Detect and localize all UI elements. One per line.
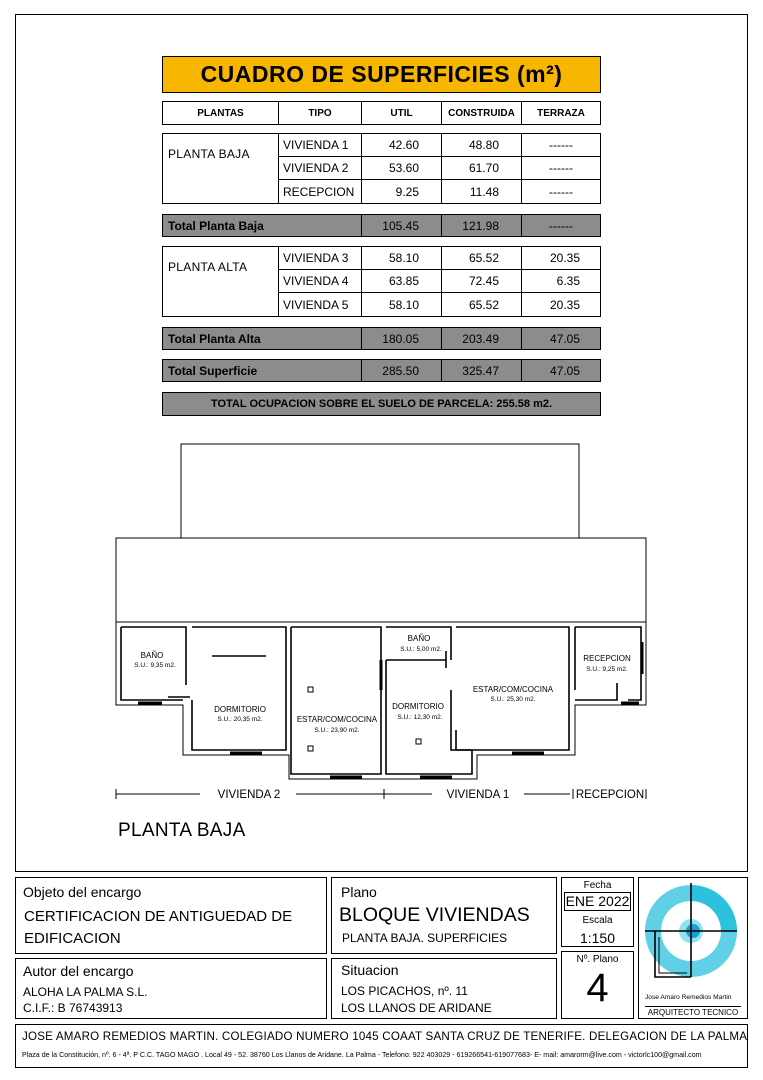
cell-tipo: VIVIENDA 1 <box>279 134 362 156</box>
escala-value: 1:150 <box>579 930 616 946</box>
cell-util: 53.60 <box>362 157 442 179</box>
total-construida: 121.98 <box>442 215 522 236</box>
plano-label: Plano <box>341 884 377 900</box>
group-planta-baja <box>162 133 601 204</box>
footer-strip <box>15 1024 748 1068</box>
table-title: CUADRO DE SUPERFICIES (m²) <box>162 56 601 93</box>
table-row <box>279 247 600 270</box>
total-construida: 203.49 <box>442 328 522 349</box>
cell-terraza: 20.35 <box>549 297 580 312</box>
cell-construida: 48.80 <box>442 134 522 156</box>
cell-terraza: ------ <box>549 161 573 175</box>
num-plano-label: Nº. Plano <box>576 954 619 965</box>
room-area: S.U.: 25,30 m2. <box>490 696 536 703</box>
total-util: 285.50 <box>362 360 442 381</box>
plan-title: PLANTA BAJA <box>118 820 246 841</box>
fecha-value: ENE 2022 <box>565 893 630 909</box>
header-construida: CONSTRUIDA <box>442 102 522 124</box>
footer-contact-text: Plaza de la Constitución, nº. 6 - 4ª. P C.C. TAGO MAGO . Local 49 - 52. 38760 Los Llanos de Aridane. La Palma - Telefono: 922 403029 - 619266541-619077683- E- mail: amarorm@live.com - victorlc100@gmail.com <box>22 1051 702 1059</box>
cell-terraza: ------ <box>549 138 573 152</box>
cell-tipo: VIVIENDA 2 <box>279 157 362 179</box>
group-planta-alta <box>162 246 601 317</box>
cell-tipo: VIVIENDA 5 <box>279 293 362 316</box>
room-area: S.U.: 9,35 m2. <box>134 662 176 669</box>
total-label: Total Planta Alta <box>163 328 362 349</box>
table-row <box>279 270 600 293</box>
zone-label: VIVIENDA 1 <box>446 789 510 801</box>
situacion-line2: LOS LLANOS DE ARIDANE <box>341 1001 492 1015</box>
room-area: S.U.: 12,30 m2. <box>397 714 443 721</box>
table-row <box>279 134 600 157</box>
table-row <box>279 180 600 203</box>
total-planta-alta-row <box>162 327 601 350</box>
total-superficie-row <box>162 359 601 382</box>
cell-terraza: 20.35 <box>549 251 580 265</box>
room-name: BAÑO <box>407 634 431 643</box>
group-label: PLANTA ALTA <box>163 247 279 316</box>
room-area: S.U.: 9,25 m2. <box>586 666 628 673</box>
cell-util: 42.60 <box>362 134 442 156</box>
cell-util: 58.10 <box>362 247 442 269</box>
total-terraza: ------ <box>549 218 573 233</box>
header-terraza: TERRAZA <box>537 107 585 119</box>
total-util: 105.45 <box>362 215 442 236</box>
total-label: Total Planta Baja <box>163 215 362 236</box>
objeto-label: Objeto del encargo <box>23 884 142 900</box>
logo-name: Jose Amaro Remedios Martin <box>645 994 732 1001</box>
zone-label: VIVIENDA 2 <box>217 789 281 801</box>
cell-tipo: VIVIENDA 4 <box>279 270 362 292</box>
occupation-row: TOTAL OCUPACION SOBRE EL SUELO DE PARCELA: 255.58 m2. <box>162 392 601 416</box>
situacion-label: Situacion <box>341 962 399 978</box>
autor-label: Autor del encargo <box>23 963 134 979</box>
cell-tipo: RECEPCION <box>279 180 362 203</box>
cell-terraza: ------ <box>549 184 573 199</box>
cell-construida: 65.52 <box>442 293 522 316</box>
room-name: DORMITORIO <box>392 702 444 711</box>
table-header-row <box>162 101 601 125</box>
header-tipo: TIPO <box>279 102 362 124</box>
table-row <box>279 293 600 316</box>
group-label: PLANTA BAJA <box>163 134 279 203</box>
room-area: S.U.: 23,90 m2. <box>314 727 360 734</box>
header-plantas: PLANTAS <box>163 102 279 124</box>
fecha-label: Fecha <box>583 880 612 891</box>
cell-util: 63.85 <box>362 270 442 292</box>
cell-util: 9.25 <box>362 180 442 203</box>
autor-line2: C.I.F.: B 76743913 <box>23 1001 123 1015</box>
cell-construida: 11.48 <box>442 180 522 203</box>
room-name: DORMITORIO <box>214 705 266 714</box>
table-row <box>279 157 600 180</box>
total-construida: 325.47 <box>442 360 522 381</box>
room-name: RECEPCION <box>583 654 631 663</box>
room-area: S.U.: 5,00 m2. <box>400 646 442 653</box>
total-terraza: 47.05 <box>549 363 580 378</box>
total-util: 180.05 <box>362 328 442 349</box>
room-name: ESTAR/COM/COCINA <box>296 715 378 724</box>
cell-tipo: VIVIENDA 3 <box>279 247 362 269</box>
situacion-line1: LOS PICACHOS, nº. 11 <box>341 984 468 998</box>
cell-terraza: 6.35 <box>556 274 580 288</box>
total-terraza: 47.05 <box>549 331 580 346</box>
header-util: UTIL <box>362 102 442 124</box>
footer-main-text: JOSE AMARO REMEDIOS MARTIN. COLEGIADO NUMERO 1045 COAAT SANTA CRUZ DE TENERIFE. DELEGACION DE LA PALMA <box>22 1030 748 1043</box>
room-area: S.U.: 20,35 m2. <box>217 716 263 723</box>
autor-line1: ALOHA LA PALMA S.L. <box>23 985 148 999</box>
plano-subtitle: PLANTA BAJA. SUPERFICIES <box>342 931 508 945</box>
cell-util: 58.10 <box>362 293 442 316</box>
objeto-line1: CERTIFICACION DE ANTIGUEDAD DE <box>24 908 293 925</box>
cell-construida: 65.52 <box>442 247 522 269</box>
objeto-line2: EDIFICACION <box>24 930 121 947</box>
room-name: BAÑO <box>140 651 164 660</box>
cell-construida: 61.70 <box>442 157 522 179</box>
plano-title: BLOQUE VIVIENDAS <box>339 904 530 926</box>
room-name: ESTAR/COM/COCINA <box>472 685 554 694</box>
num-plano-value: 4 <box>586 966 609 1010</box>
escala-label: Escala <box>582 915 613 926</box>
total-planta-baja-row <box>162 214 601 237</box>
zone-label: RECEPCION <box>575 789 645 801</box>
cell-construida: 72.45 <box>442 270 522 292</box>
total-label: Total Superficie <box>163 360 362 381</box>
logo-role: ARQUITECTO TECNICO <box>645 1006 741 1017</box>
